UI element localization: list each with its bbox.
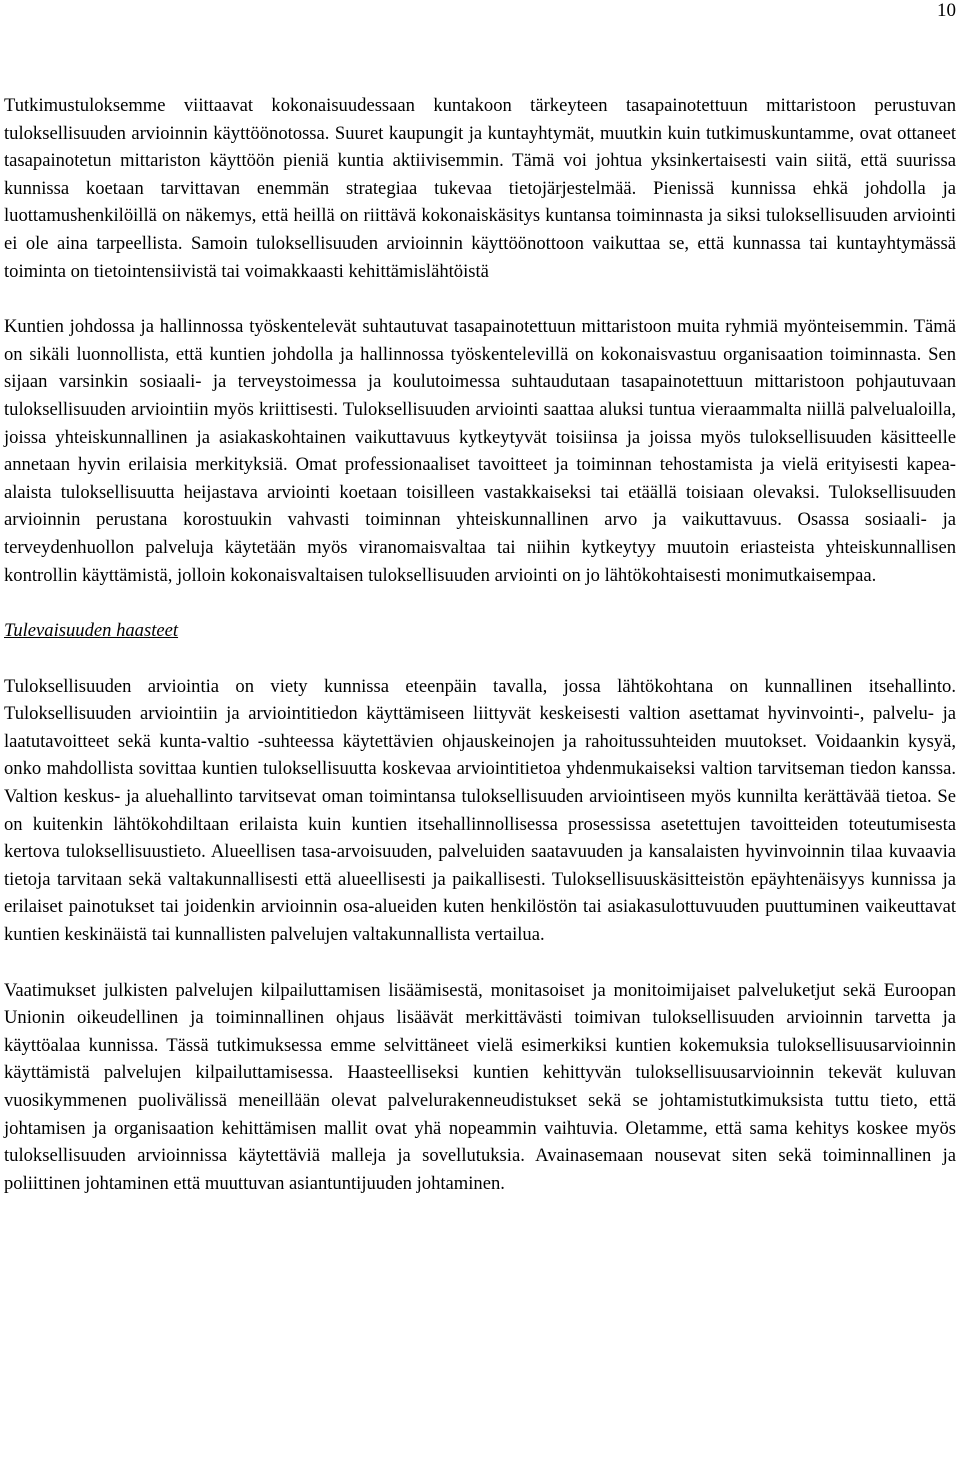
paragraph-gap [4, 285, 956, 313]
paragraph-gap [4, 645, 956, 673]
paragraph-4: Vaatimukset julkisten palvelujen kilpailuttamisen lisäämisestä, monitasoiset ja monitoimijaiset palveluketjut sekä Euroopan Unionin oikeudellinen ja toiminnallinen ohjaus lisäävät merkittävästi toimivan tuloksellisuuden arvioinnin tarvetta ja käyttöalaa kunnissa. Tässä tutkimuksessa emme selvittäneet vielä esimerkiksi kuntien kokemuksia tuloksellisuusarvioinnin käyttämistä palvelujen kilpailuttamisessa. Haasteelliseksi kuntien kehittyvän tuloksellisuusarvioinnin tekevät kuluvan vuosikymmenen puolivälissä meneillään olevat palvelurakenneudistukset sekä se johtamistutkimuksista tuttu tieto, että johtamisen ja organisaation kehittämisen mallit ovat yhä nopeammin vaihtuvia. Oletamme, että sama kehitys koskee myös tuloksellisuuden arvioinnissa käytettäviä malleja ja sovellutuksia. Avainasemaan nousevat siten sekä toiminnallinen ja poliittinen johtaminen että muuttuvan asiantuntijuuden johtaminen. [4, 979, 956, 1194]
paragraph-gap [4, 949, 956, 977]
paragraph-gap [4, 589, 956, 617]
paragraph-2: Kuntien johdossa ja hallinnossa työskentelevät suhtautuvat tasapainotettuun mittaristoon muita ryhmiä myönteisemmin. Tämä on sikäli luonnollista, että kuntien johdolla ja hallinnossa työskentelevillä on kokonaisvastuu organisaation toiminnasta. Sen sijaan varsinkin sosiaali- ja terveystoimessa ja koulutoimessa suhtaudutaan tasapainotettuun mittaristoon pohjautuvaan tuloksellisuuden arviointiin myös kriittisesti. Tuloksellisuuden arviointi saattaa aluksi tuntua vieraammalta niillä palvelualoilla, joissa yhteiskunnallinen ja asiakaskohtainen vaikuttavuus kytkeytyvät toisiinsa ja joissa myös tuloksellisuuden käsitteelle annetaan hyvin erilaisia merkityksiä. Omat professionaaliset tavoitteet ja toiminnan tehostamista ja vielä erityisesti kapea-alaista tuloksellisuutta heijastava arviointi koetaan toisilleen vastakkaiseksi tai etäällä toisiaan olevaksi. Tuloksellisuuden arvioinnin perustana korostuukin vahvasti toiminnan yhteiskunnallinen arvo ja vaikuttavuus. Osassa sosiaali- ja terveydenhuollon palveluja käytetään myös viranomaisvaltaa tai niihin kytkeytyy muutoin eriasteista yhteiskunnallisen kontrollin käyttämistä, jolloin kokonaisvaltaisen tuloksellisuuden arviointi on jo lähtökohtaisesti monimutkaisempaa. [4, 316, 956, 586]
page-number: 10 [937, 0, 956, 21]
section-heading: Tulevaisuuden haasteet [4, 620, 179, 642]
paragraph-1: Tutkimustuloksemme viittaavat kokonaisuudessaan kuntakoon tärkeyteen tasapainotettuun mittaristoon perustuvan tuloksellisuuden arvioinnin käyttöönotossa. Suuret kaupungit ja kuntayhtymät, muutkin kuin tutkimuskuntamme, ovat ottaneet tasapainotetun mittariston käyttöön pieniä kuntia aktiivisemmin. Tämä voi johtua yksinkertaisesti vain siitä, että suurissa kunnissa koetaan tarvittavan enemmän strategiaa tukevaa tietojärjestelmää. Pienissä kunnissa ehkä johdolla ja luottamushenkilöillä on näkemys, että heillä on riittävä kokonaiskäsitys kuntansa toiminnasta ja siksi tuloksellisuuden arviointi ei ole aina tarpeellista. Samoin tuloksellisuuden arvioinnin käyttöönottoon vaikuttaa se, että kunnassa tai kuntayhtymässä toiminta on tietointensiivistä tai voimakkaasti kehittämislähtöistä [4, 95, 956, 282]
paragraph-3: Tuloksellisuuden arviointia on viety kunnissa eteenpäin tavalla, jossa lähtökohtana on kunnallinen itsehallinto. Tuloksellisuuden arviointiin ja arviointitiedon käyttämiseen liittyvät keskeisesti valtion asettamat hyvinvointi-, palvelu- ja laatutavoitteet sekä kunta-valtio -suhteessa käytettävien ohjauskeinojen ja rahoitussuhteiden muutokset. Voidaankin kysyä, onko mahdollista sovittaa kuntien tuloksellisuutta koskevaa arviointitietoa yhdenmukaiseksi valtion tarvitseman tiedon kanssa. Valtion keskus- ja aluehallinto tarvitsevat oman toimintansa tuloksellisuuden arviointiseen myös kunnilta kerättävää tietoa. Se on kuitenkin lähtökohdiltaan erilaista kuin kuntien itsehallinnollisessa prosessissa asetettujen tavoitteiden toteutumisesta kertova tuloksellisuustieto. Alueellisen tasa-arvoisuuden, palveluiden saatavuuden ja kansalaisten hyvinvoinnin tilaa kuvaavia tietoja tarvitaan sekä valtakunnallisesti että alueellisesti ja paikallisesti. Tuloksellisuuskäsitteistön epäyhtenäisyys kunnissa ja erilaiset painotukset tai joidenkin arvioinnin osa-alueiden kuten henkilöstön tai asiakasulottuvuuden puuttuminen vaikeuttavat kuntien keskinäistä tai kunnallisten palvelujen valtakunnallista vertailua. [4, 675, 956, 946]
document-body [4, 92, 956, 1197]
